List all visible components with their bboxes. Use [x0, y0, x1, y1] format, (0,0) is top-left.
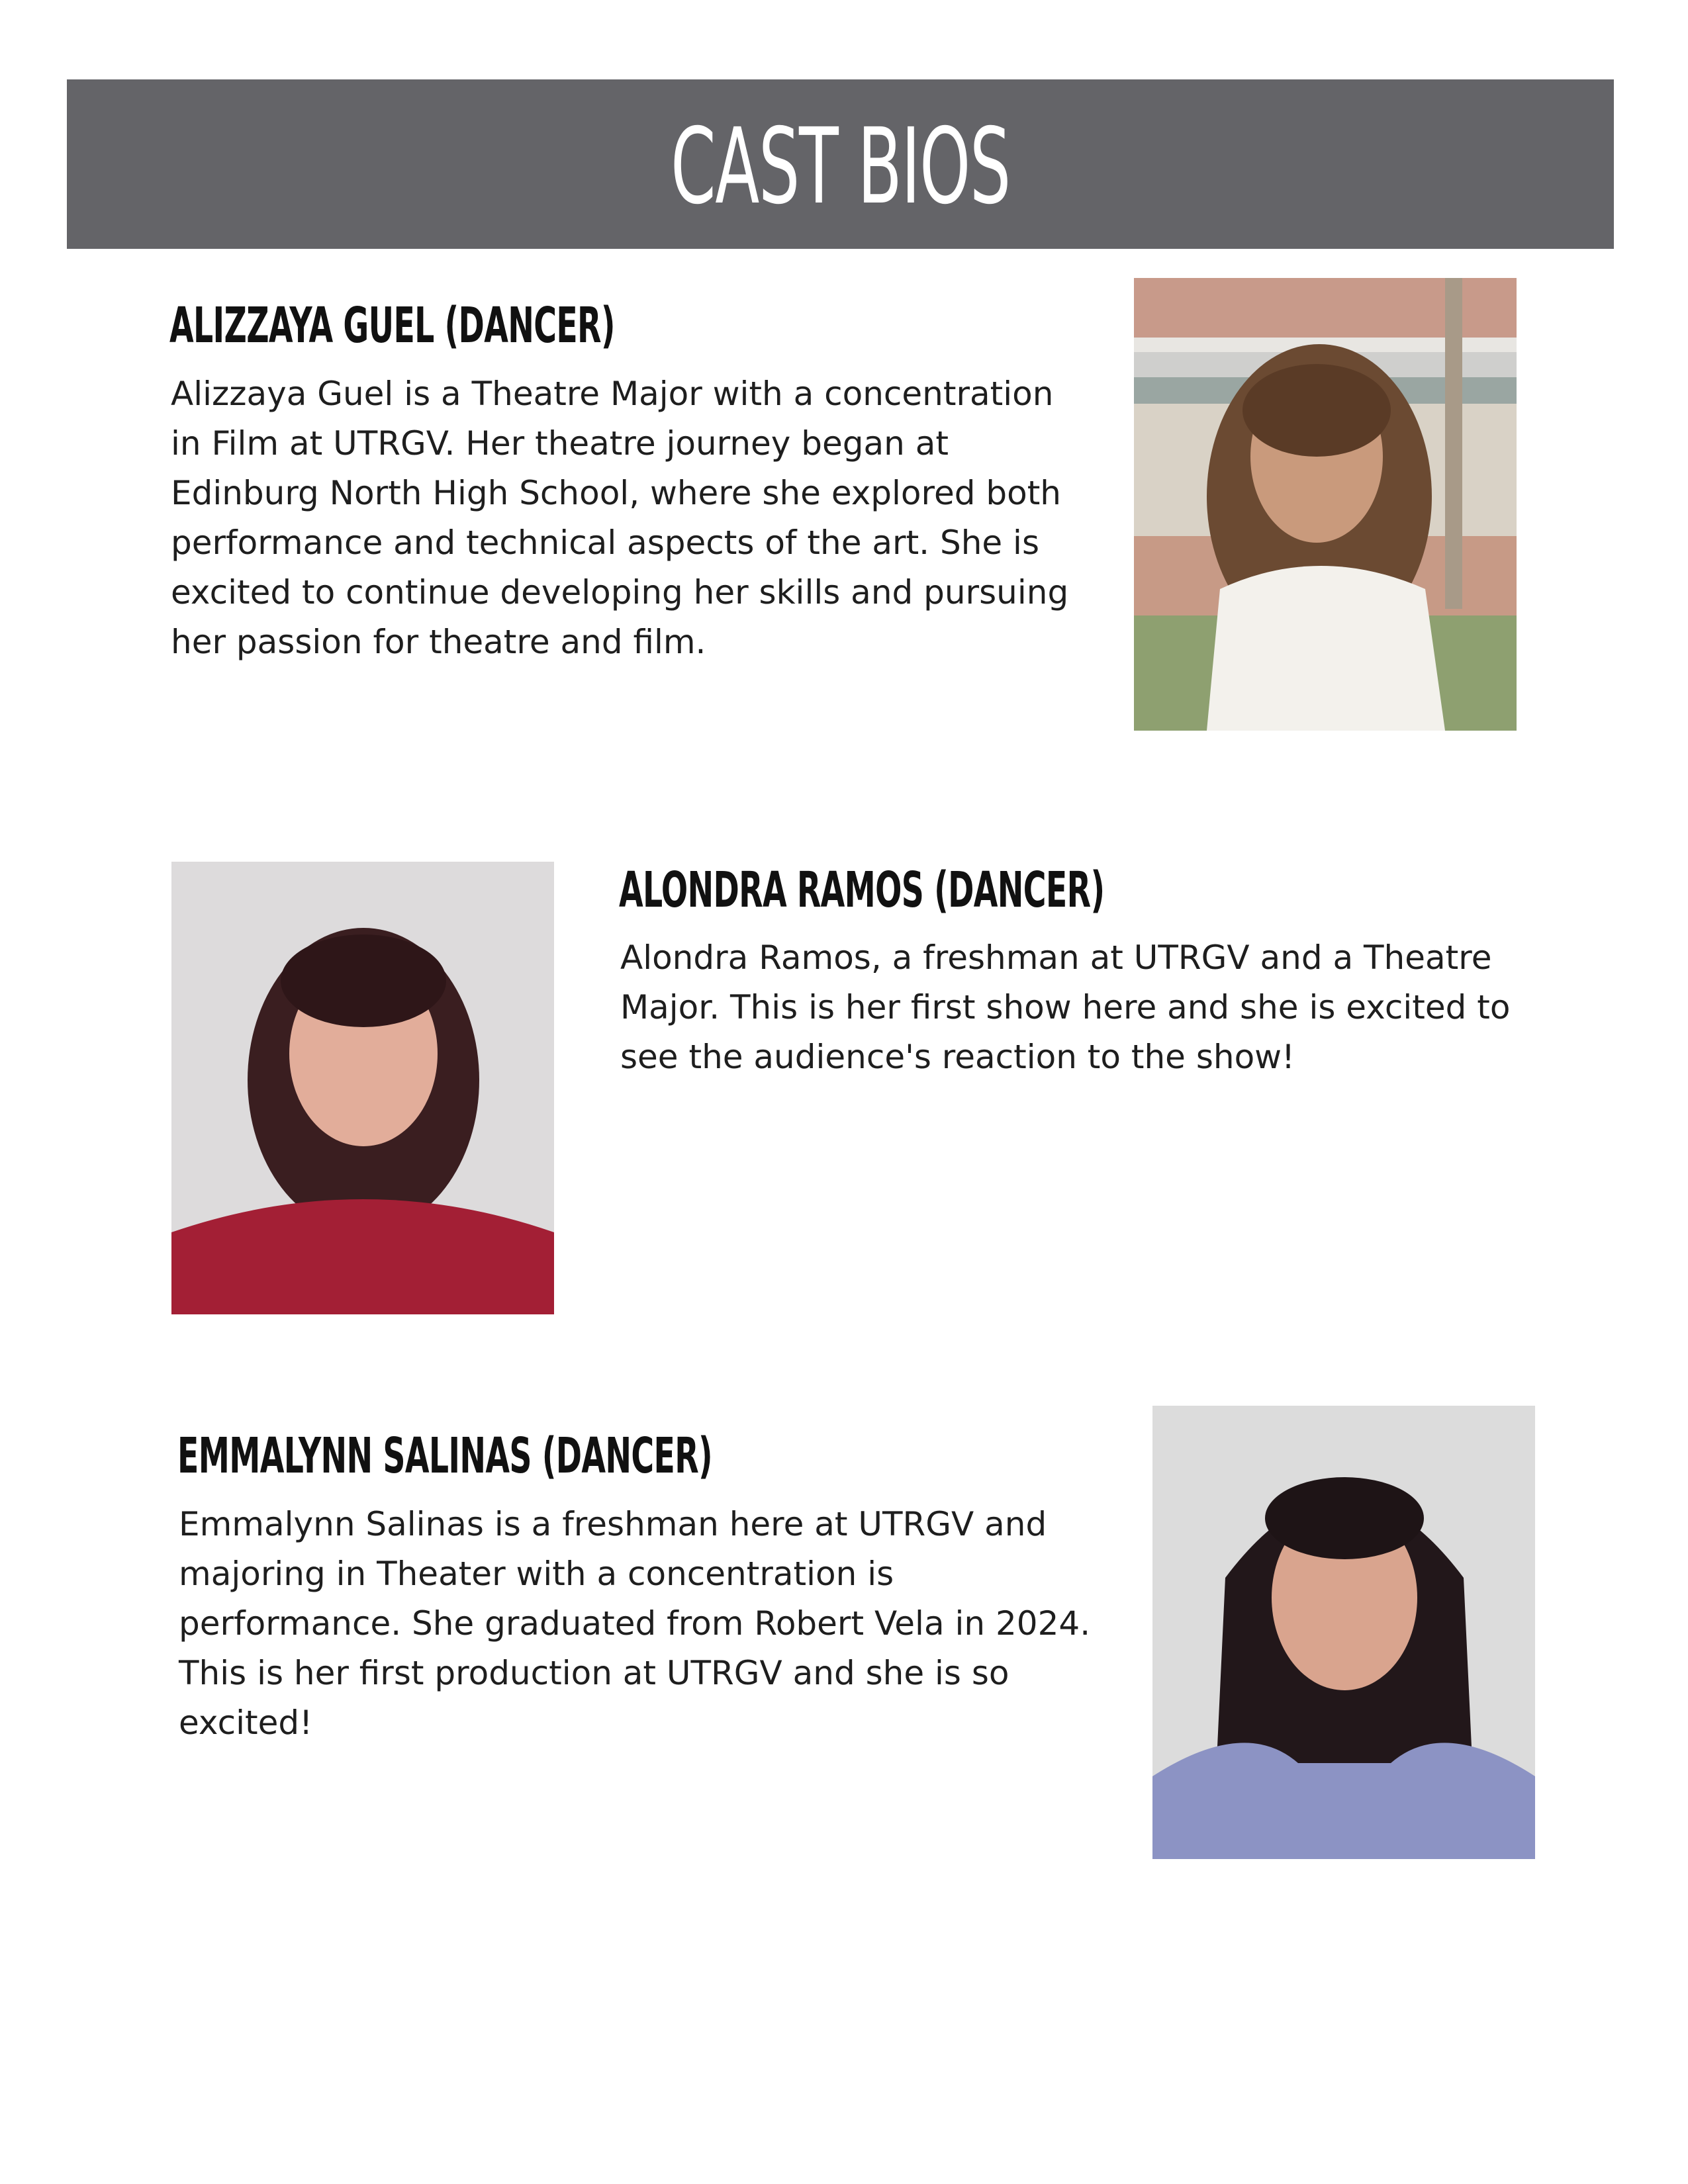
- bio-name: ALIZZAYA GUEL (DANCER): [169, 297, 615, 354]
- portrait-outdoor-icon: [1134, 278, 1517, 731]
- portrait-studio-icon: [171, 862, 554, 1314]
- bio-text: Alondra Ramos, a freshman at UTRGV and a Theatre Major. This is her first show here and she is excited to see the audience's reaction to the show!: [620, 938, 1511, 1076]
- bio-text: Emmalynn Salinas is a freshman here at UTRGV and majoring in Theater with a concentration is performance. She graduated from Robert Vela in 2024. This is her first production at UTRGV and she is so excited!: [179, 1505, 1091, 1742]
- portrait-photo: [1134, 278, 1517, 731]
- bio-name: ALONDRA RAMOS (DANCER): [619, 862, 1105, 919]
- bio-name: EMMALYNN SALINAS (DANCER): [177, 1428, 713, 1484]
- portrait-photo: [171, 862, 554, 1314]
- portrait-studio-icon: [1152, 1406, 1535, 1859]
- page-title: CAST BIOS: [671, 106, 1010, 228]
- header-bar: [67, 79, 1614, 249]
- bio-text: Alizzaya Guel is a Theatre Major with a concentration in Film at UTRGV. Her theatre journey began at Edinburg North High School, where she explored both performance and technical aspects of the art. She is excited to continue developing her skills and pursuing her passion for theatre and film.: [171, 375, 1069, 661]
- portrait-photo: [1152, 1406, 1535, 1859]
